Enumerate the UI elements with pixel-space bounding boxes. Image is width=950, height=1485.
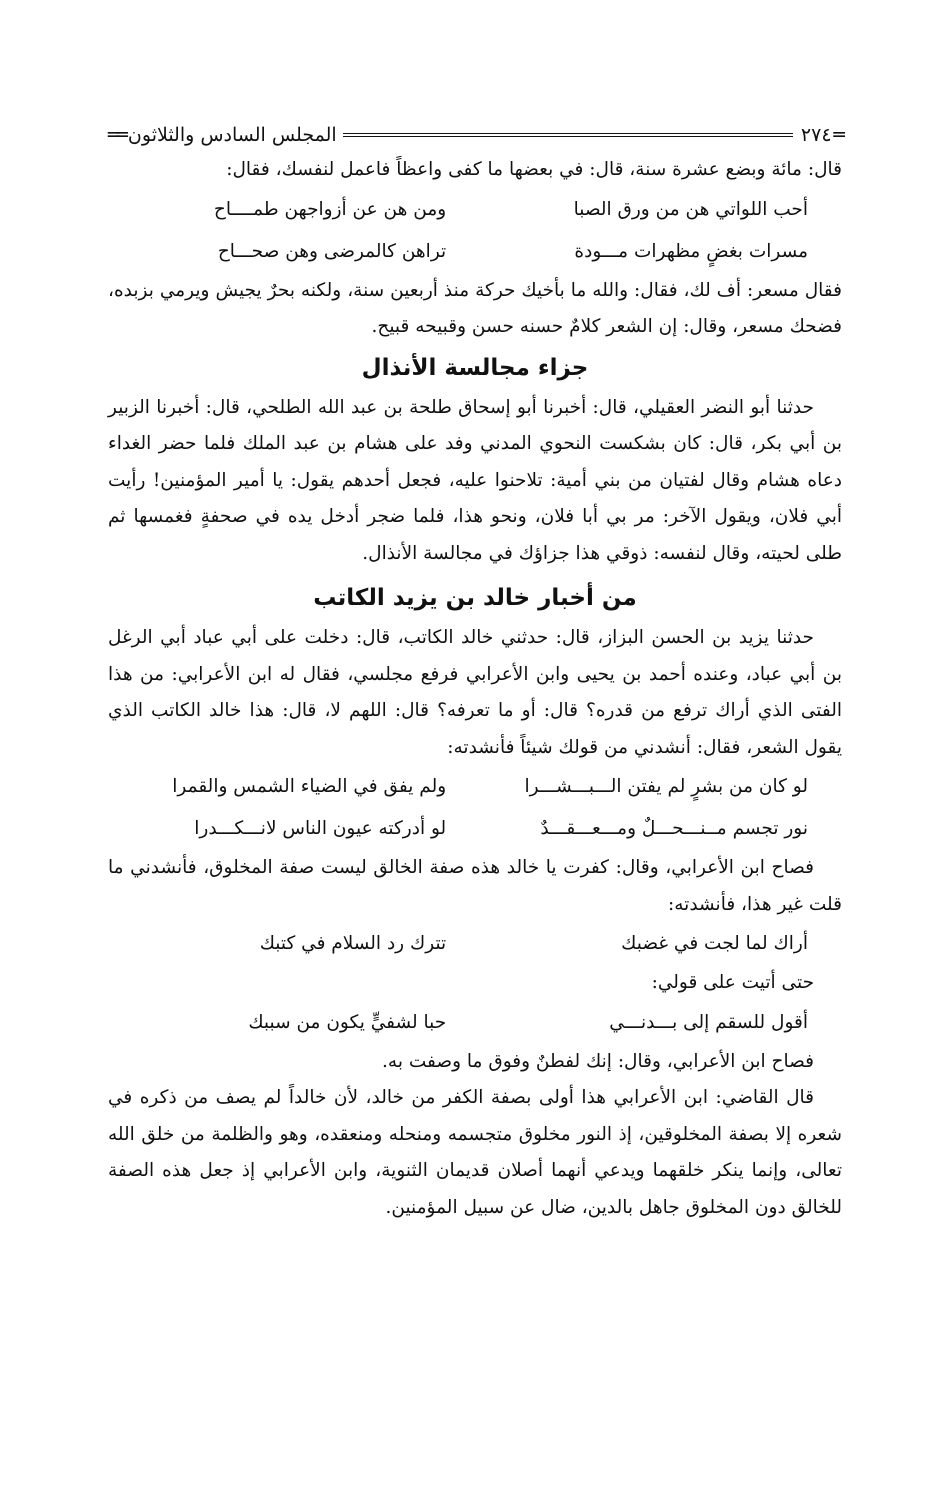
section-heading: جزاء مجالسة الأنذال	[361, 354, 589, 381]
verse-line	[108, 231, 842, 273]
verse-hemistich-first: أقول للسقم إلى بـــدنـــي	[609, 1011, 808, 1033]
verse-hemistich-first: مسرات بغضٍ مظهرات مـــودة	[574, 240, 808, 262]
verse-line	[108, 1002, 842, 1044]
verse-hemistich-first: نور تجسم مــنـــحـــلٌ ومـــعـــقـــدٌ	[540, 818, 808, 839]
verse-line	[108, 923, 842, 965]
header-rule	[343, 133, 793, 137]
paragraph: فصاح ابن الأعرابي، وقال: كفرت يا خالد هذه صفة الخالق ليست صفة المخلوق، فأنشدني ما قلت غير هذا، فأنشدته:	[108, 857, 842, 915]
verse-hemistich-second: ومن هن عن أزواجهن طمــــاح	[213, 198, 447, 220]
verse-hemistich-second: تترك رد السلام في كتبك	[259, 933, 447, 954]
paragraph: فقال مسعر: أف لك، فقال: والله ما بأخيك حركة منذ أربعين سنة، ولكنه بحرٌ يجيش ويرمي بزبده، فضحك مسعر، وقال: إن الشعر كلامٌ حسنه حسن وقبيحه قبيح.	[108, 279, 842, 337]
paragraph: حدثنا يزيد بن الحسن البزاز، قال: حدثني خالد الكاتب، قال: دخلت على أبي عباد أبي الرغل بن أبي عباد، وعنده أحمد بن يحيى وابن الأعرابي فرفع مجلسي، فقال له ابن الأعرابي: من هذا الفتى الذي أراك ترفع من قدره؟ قال: أو ما تعرفه؟ قال: اللهم لا، قال: هذا خالد الكاتب الذي يقول الشعر، فقال: أنشدني من قولك شيئاً فأنشدته:	[108, 627, 842, 758]
paragraph: فصاح ابن الأعرابي، وقال: إنك لفطنٌ وفوق ما وصفت به.	[382, 1050, 814, 1072]
verse-hemistich-second: ولم يفق في الضياء الشمس والقمرا	[172, 776, 447, 797]
section-heading: من أخبار خالد بن يزيد الكاتب	[313, 585, 637, 611]
verse-line	[108, 189, 842, 231]
paragraph: حتى أتيت على قولي:	[651, 972, 814, 993]
book-page	[108, 118, 842, 1226]
paragraph: قال: مائة وبضع عشرة سنة، قال: في بعضها ما كفى واعظاً فاعمل لنفسك، فقال:	[226, 159, 842, 180]
page-number: ٢٧٤	[800, 124, 832, 146]
verse-hemistich-first: أحب اللواتي هن من ورق الصبا	[573, 198, 808, 220]
paragraph: قال القاضي: ابن الأعرابي هذا أولى بصفة الكفر من خالد، لأن خالداً لم يصف من ذكره في شعره إلا بصفة المخلوقين، إذ النور مخلوق متجسمه ومنحله ومنعقده، وهو والظلمة من خلق الله تعالى، وإنما ينكر خلقهما ويدعي أنهما أصلان قديمان الثنوية، وابن الأعرابي إذ جعل هذه الصفة للخالق دون المخلوق جاهل بالدين، ضال عن سبيل المؤمنين.	[108, 1087, 842, 1218]
verse-hemistich-second: حبا لشفيٍّ يكون من سببك	[248, 1011, 447, 1033]
verse-hemistich-second: تراهن كالمرضى وهن صحـــاح	[217, 240, 447, 262]
verse-hemistich-first: أراك لما لجت في غضبك	[621, 933, 808, 954]
verse-hemistich-second: لو أدركته عيون الناس لانـــكـــدرا	[194, 818, 447, 839]
verse-line	[108, 808, 842, 850]
running-header	[108, 118, 842, 152]
verse-hemistich-first: لو كان من بشرٍ لم يفتن الـــبـــشـــرا	[524, 776, 808, 797]
chapter-title: المجلس السادس والثلاثون	[127, 124, 337, 146]
paragraph: حدثنا أبو النضر العقيلي، قال: أخبرنا أبو إسحاق طلحة بن عبد الله الطلحي، قال: أخبرنا الزبير بن أبي بكر، قال: كان بشكست النحوي المدني وفد على هشام بن عبد الملك فلما حضر الغداء دعاه هشام وقال لفتيان من بني أمية: تلاحنوا عليه، فجعل أحدهم يقول: يا أمير المؤمنين! رأيت أبي فلان، ويقول الآخر: مر بي أبا فلان، ونحو هذا، فلما ضجر أدخل يده في صحفةٍ فغمسها ثم طلى لحيته، وقال لنفسه: ذوقي هذا جزاؤك في مجالسة الأنذال.	[108, 396, 842, 564]
header-ornament-right: ═	[833, 123, 842, 146]
header-ornament-left: ══	[108, 123, 128, 146]
verse-line	[108, 766, 842, 808]
